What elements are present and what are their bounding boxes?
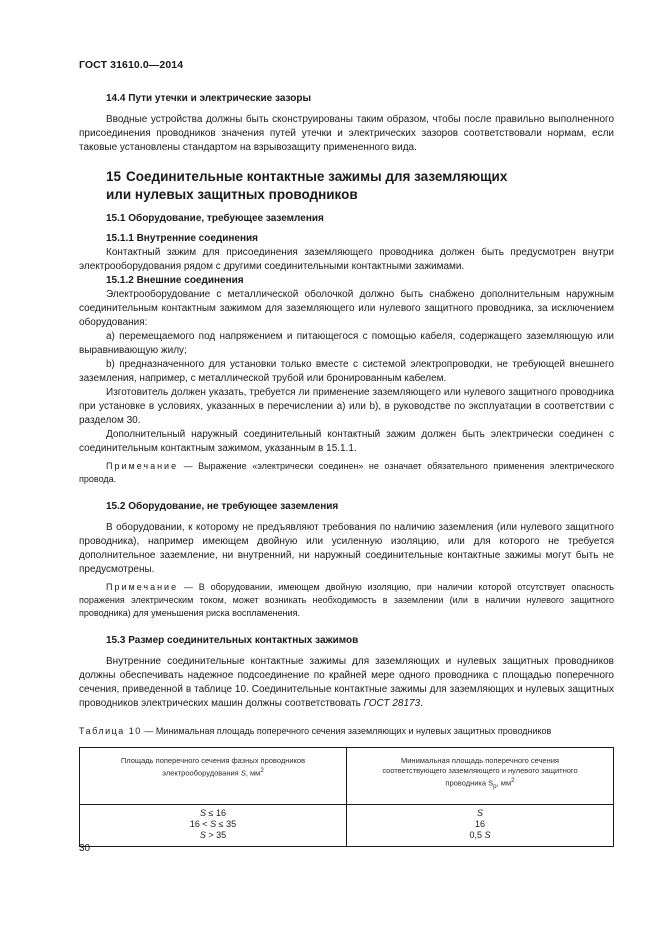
section-15-title — [79, 168, 614, 204]
section-15-1-2-text3: Дополнительный наружный соединительный контактный зажим должен быть электрически соединен с соединительным контактным зажимом, указанным в 15.1.1. — [79, 429, 614, 454]
note-text: — Выражение «электрически соединен» не означает обязательного применения электрического провода. — [79, 461, 614, 484]
table-row-2-col1: 16 < S ≤ 35 — [189, 819, 237, 829]
table-label: Таблица 10 — [79, 726, 142, 736]
table-row — [80, 805, 614, 847]
table-header-col1: Площадь поперечного сечения фазных проводников электрооборудования S, $мм^2$ — [80, 748, 347, 805]
table-cell-col1 — [80, 805, 347, 847]
section-15-1-title: 15.1 Оборудование, требующее заземления — [106, 213, 324, 224]
note-text: — В оборудовании, имеющем двойную изоляцию, при наличии которой отсутствует опасность поражения электрическим током, может возникать необходимость в заземлении (или в наличии нулевого защитного проводника) для уменьшения риска воспламенения. — [79, 582, 614, 618]
standard-reference: ГОСТ 28173 — [363, 698, 421, 709]
section-15-1-2-title: 15.1.2 Внешние соединения — [106, 275, 244, 286]
table-row-3-col1: S > 35 — [199, 830, 227, 840]
section-15-3-title: 15.3 Размер соединительных контактных зажимов — [106, 635, 359, 646]
section-15-2-title: 15.2 Оборудование, не требующее заземления — [106, 501, 339, 512]
list-item-b: b) предназначенного для установки только вместе с системой электропроводки, не требующей внешнего заземления, например, с металлической трубой или бронированным кабелем. — [79, 359, 614, 384]
table-header-row — [80, 748, 614, 805]
page-body — [79, 90, 614, 847]
section-15-title-line1: Соединительные контактные зажимы для заземляющих — [126, 169, 508, 184]
section-15-1-2-text: Электрооборудование с металлической оболочкой должно быть снабжено дополнительным наружным соединительным контактным зажимом для заземляющего или нулевого защитного проводника, за исключением оборудования: — [79, 289, 614, 328]
note-label: Примечание — [106, 582, 179, 592]
table-row-1-col2: S — [476, 808, 483, 818]
table-10-caption — [79, 725, 614, 737]
page-number: 30 — [79, 843, 91, 854]
table-cell-col2 — [347, 805, 614, 847]
section-15-number: 15 — [106, 169, 122, 184]
section-14-4-title: 14.4 Пути утечки и электрические зазоры — [106, 93, 311, 104]
section-15-title-line2: или нулевых защитных проводников — [106, 187, 358, 202]
list-item-a: a) перемещаемого под напряжением и питающегося с помощью кабеля, содержащего заземляющую или выравнивающую жилу; — [79, 331, 614, 356]
note-label: Примечание — [106, 461, 179, 471]
note-15-2 — [79, 581, 614, 620]
section-15-1-1-title: 15.1.1 Внутренние соединения — [106, 233, 259, 244]
table-10 — [79, 747, 614, 847]
section-14-4-text: Вводные устройства должны быть сконструированы таким образом, чтобы после правильно выполненного присоединения проводников значения путей утечки и электрических зазоров соответствовали нормам, если таковые установлены стандартом на взрывозащиту примененного вида. — [79, 114, 614, 153]
table-row-2-col2: 16 — [474, 819, 485, 829]
section-15-1-2-text2: Изготовитель должен указать, требуется ли применение заземляющего или нулевого защитного проводника при установке в условиях, указанных в перечислении a) или b), в руководстве по эксплуатации в соответствии с разделом 30. — [79, 387, 614, 426]
table-row-1-col1: S ≤ 16 — [200, 808, 226, 818]
table-caption-text: — Минимальная площадь поперечного сечения заземляющих и нулевых защитных проводников — [141, 726, 552, 736]
document-header: ГОСТ 31610.0—2014 — [79, 59, 184, 71]
note-15-1 — [79, 460, 614, 486]
table-row-3-col2: 0,5 S — [469, 830, 491, 840]
section-15-3-text: Внутренние соединительные контактные зажимы для заземляющих и нулевых защитных проводников должны обеспечивать надежное подсоединение по крайней мере одного проводника с площадью поперечного сечения, приведенной в таблице 10. Соединительные контактные зажимы для заземляющих и нулевых защитных проводников электрических машин должны соответствовать ГОСТ 28173. — [79, 656, 614, 709]
section-15-1-1-text: Контактный зажим для присоединения заземляющего проводника должен быть предусмотрен внутри электрооборудования рядом с другими соединительными контактными зажимами. — [79, 247, 614, 272]
table-header-col2: Минимальная площадь поперечного сечения соответствующего заземляющего и нулевого защитного проводника $S_p$, $мм^2$ — [347, 748, 614, 805]
section-15-2-text: В оборудовании, к которому не предъявляют требования по наличию заземления (или нулевого защитного проводника), например имеющем двойную или усиленную изоляцию, или для которого не требуется дополнительное заземление, ни внутренний, ни наружный соединительные контактные зажимы могут быть не предусмотрены. — [79, 522, 614, 575]
